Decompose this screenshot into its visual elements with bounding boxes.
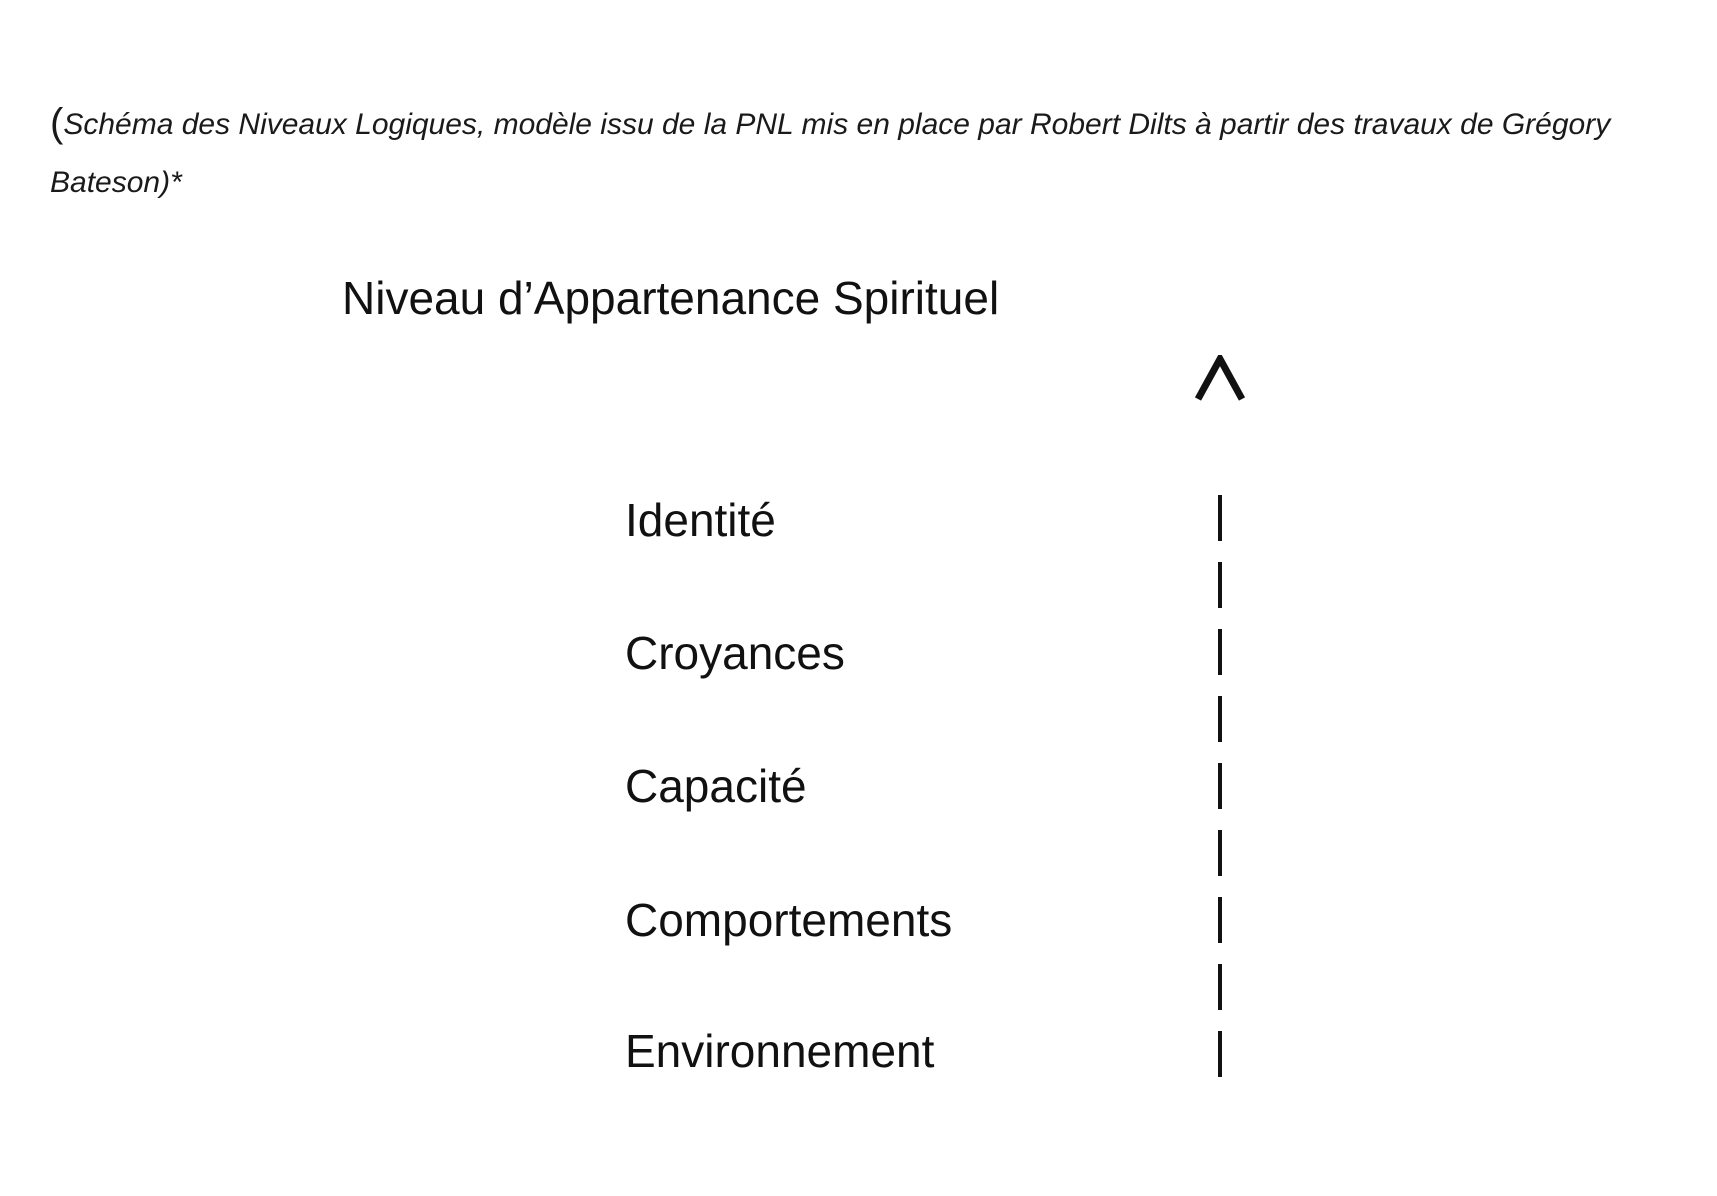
top-level-title: Niveau d’Appartenance Spirituel [342, 272, 1000, 324]
level-comportements: Comportements [625, 894, 953, 946]
caption-open-paren: ( [50, 101, 64, 145]
upward-arrow-axis [1180, 355, 1260, 1085]
arrow-head-icon [1198, 359, 1242, 399]
figure-caption [50, 94, 1690, 212]
caption-text: Schéma des Niveaux Logiques, modèle issu de la PNL mis en place par Robert Dilts à partir des travaux de Grégory Bateson)* [50, 108, 1611, 199]
level-environnement: Environnement [625, 1025, 935, 1077]
level-identite: Identité [625, 494, 776, 546]
level-capacite: Capacité [625, 760, 807, 812]
level-croyances: Croyances [625, 627, 845, 679]
